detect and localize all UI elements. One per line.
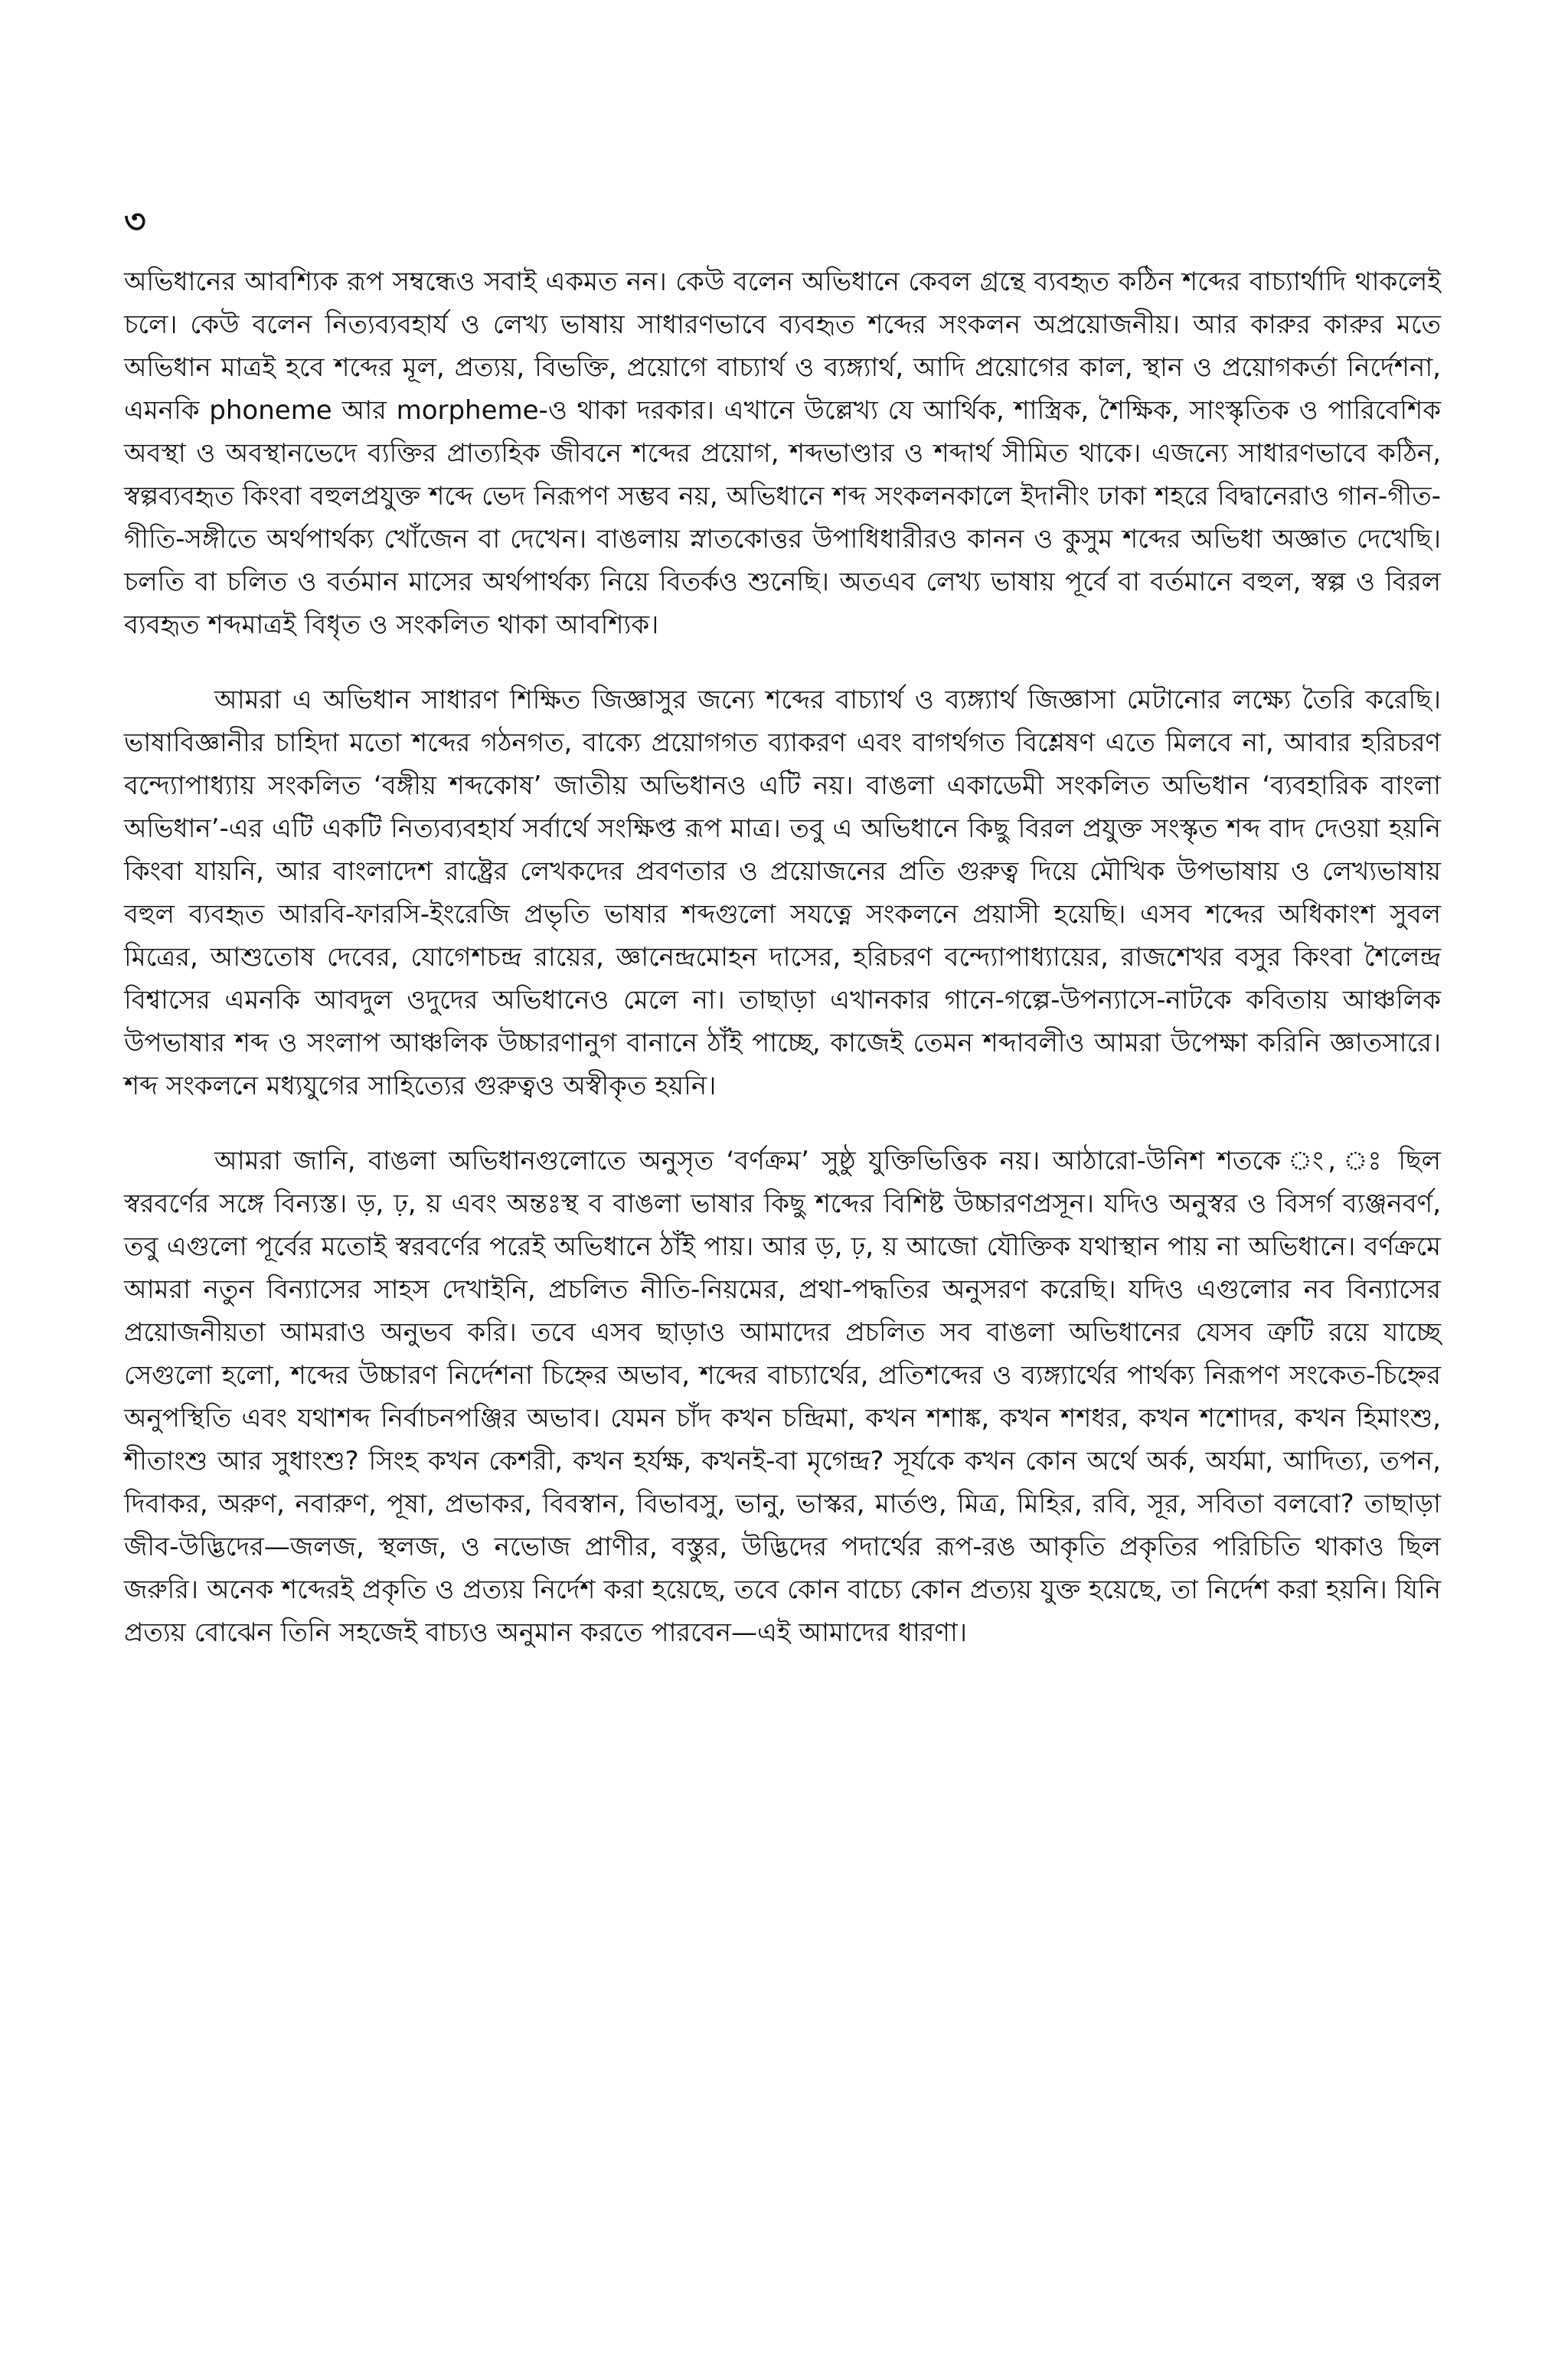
paragraph: আমরা জানি, বাঙলা অভিধানগুলোতে অনুসৃত ‘বর্ণক্রম’ সুষ্ঠু যুক্তিভিত্তিক নয়। আঠারো-উনিশ শতকে ং, ঃ ছিল স্বরবর্ণের সঙ্গে বিন্যস্ত। ড়, ঢ়, য় এবং অন্তঃস্থ ব বাঙলা ভাষার কিছু শব্দের বিশিষ্ট উচ্চারণপ্রসূন। যদিও অনুস্বর ও বিসর্গ ব্যঞ্জনবর্ণ, তবু এগুলো পূর্বের মতোই স্বরবর্ণের পরেই অভিধানে ঠাঁই পায়। আর ড়, ঢ়, য় আজো যৌক্তিক যথাস্থান পায় না অভিধানে। বর্ণক্রমে আমরা নতুন বিন্যাসের সাহস দেখাইনি, প্রচলিত নীতি-নিয়মের, প্রথা-পদ্ধতির অনুসরণ করেছি। যদিও এগুলোর নব বিন্যাসের প্রয়োজনীয়তা আমরাও অনুভব করি। তবে এসব ছাড়াও আমাদের প্রচলিত সব বাঙলা অভিধানের যেসব ত্রুটি রয়ে যাচ্ছে সেগুলো হলো, শব্দের উচ্চারণ নির্দেশনা চিহ্নের অভাব, শব্দের বাচ্যার্থের, প্রতিশব্দের ও ব্যঙ্গ্যার্থের পার্থক্য নিরূপণ সংকেত-চিহ্নের অনুপস্থিতি এবং যথাশব্দ নির্বাচনপঞ্জির অভাব। যেমন চাঁদ কখন চন্দ্রিমা, কখন শশাঙ্ক, কখন শশধর, কখন শশোদর, কখন হিমাংশু, শীতাংশু আর সুধাংশু? সিংহ কখন কেশরী, কখন হর্যক্ষ, কখনই-বা মৃগেন্দ্র? সূর্যকে কখন কোন অর্থে অর্ক, অর্যমা, আদিত্য, তপন, দিবাকর, অরুণ, নবারুণ, পূষা, প্রভাকর, বিবস্বান, বিভাবসু, ভানু, ভাস্কর, মার্তণ্ড, মিত্র, মিহির, রবি, সূর, সবিতা বলবো? তাছাড়া জীব-উদ্ভিদের—জলজ, স্থলজ, ও নভোজ প্রাণীর, বস্তুর, উদ্ভিদের পদার্থের রূপ-রঙ আকৃতি প্রকৃতির পরিচিতি থাকাও ছিল জরুরি। অনেক শব্দেরই প্রকৃতি ও প্রত্যয় নির্দেশ করা হয়েছে, তবে কোন বাচ্যে কোন প্রত্যয় যুক্ত হয়েছে, তা নির্দেশ করা হয়নি। যিনি প্রত্যয় বোঝেন তিনি সহজেই বাচ্যও অনুমান করতে পারবেন—এই আমাদের ধারণা।: [124, 1146, 1441, 1648]
page-number: ৩: [124, 202, 146, 241]
paragraph: আমরা এ অভিধান সাধারণ শিক্ষিত জিজ্ঞাসুর জন্যে শব্দের বাচ্যার্থ ও ব্যঙ্গ্যার্থ জিজ্ঞাসা মেটানোর লক্ষ্যে তৈরি করেছি। ভাষাবিজ্ঞানীর চাহিদা মতো শব্দের গঠনগত, বাক্যে প্রয়োগগত ব্যাকরণ এবং বাগর্থগত বিশ্লেষণ এতে মিলবে না, আবার হরিচরণ বন্দ্যোপাধ্যায় সংকলিত ‘বঙ্গীয় শব্দকোষ’ জাতীয় অভিধানও এটি নয়। বাঙলা একাডেমী সংকলিত অভিধান ‘ব্যবহারিক বাংলা অভিধান’-এর এটি একটি নিত্যব্যবহার্য সর্বার্থে সংক্ষিপ্ত রূপ মাত্র। তবু এ অভিধানে কিছু বিরল প্রযুক্ত সংস্কৃত শব্দ বাদ দেওয়া হয়নি কিংবা যায়নি, আর বাংলাদেশ রাষ্ট্রের লেখকদের প্রবণতার ও প্রয়োজনের প্রতি গুরুত্ব দিয়ে মৌখিক উপভাষায় ও লেখ্যভাষায় বহুল ব্যবহৃত আরবি-ফারসি-ইংরেজি প্রভৃতি ভাষার শব্দগুলো সযত্নে সংকলনে প্রয়াসী হয়েছি। এসব শব্দের অধিকাংশ সুবল মিত্রের, আশুতোষ দেবের, যোগেশচন্দ্র রায়ের, জ্ঞানেন্দ্রমোহন দাসের, হরিচরণ বন্দ্যোপাধ্যায়ের, রাজশেখর বসুর কিংবা শৈলেন্দ্র বিশ্বাসের এমনকি আবদুল ওদুদের অভিধানেও মেলে না। তাছাড়া এখানকার গানে-গল্পে-উপন্যাসে-নাটকে কবিতায় আঞ্চলিক উপভাষার শব্দ ও সংলাপ আঞ্চলিক উচ্চারণানুগ বানানে ঠাঁই পাচ্ছে, কাজেই তেমন শব্দাবলীও আমরা উপেক্ষা করিনি জ্ঞাতসারে। শব্দ সংকলনে মধ্যযুগের সাহিত্যের গুরুত্বও অস্বীকৃত হয়নি।: [124, 685, 1441, 1101]
paragraph: অভিধানের আবশ্যিক রূপ সম্বন্ধেও সবাই একমত নন। কেউ বলেন অভিধানে কেবল গ্রন্থে ব্যবহৃত কঠিন শব্দের বাচ্যার্থাদি থাকলেই চলে। কেউ বলেন নিত্যব্যবহার্য ও লেখ্য ভাষায় সাধারণভাবে ব্যবহৃত শব্দের সংকলন অপ্রয়োজনীয়। আর কারুর কারুর মতে অভিধান মাত্রই হবে শব্দের মূল, প্রত্যয়, বিভক্তি, প্রয়োগে বাচ্যার্থ ও ব্যঙ্গ্যার্থ, আদি প্রয়োগের কাল, স্থান ও প্রয়োগকর্তা নির্দেশনা, এমনকি phoneme আর morpheme-ও থাকা দরকার। এখানে উল্লেখ্য যে আর্থিক, শাস্ত্রিক, শৈক্ষিক, সাংস্কৃতিক ও পারিবেশিক অবস্থা ও অবস্থানভেদে ব্যক্তির প্রাত্যহিক জীবনে শব্দের প্রয়োগ, শব্দভাণ্ডার ও শব্দার্থ সীমিত থাকে। এজন্যে সাধারণভাবে কঠিন, স্বল্পব্যবহৃত কিংবা বহুলপ্রযুক্ত শব্দে ভেদ নিরূপণ সম্ভব নয়, অভিধানে শব্দ সংকলনকালে ইদানীং ঢাকা শহরে বিদ্বানেরাও গান-গীত-গীতি-সঙ্গীতে অর্থপার্থক্য খোঁজেন বা দেখেন। বাঙলায় স্নাতকোত্তর উপাধিধারীরও কানন ও কুসুম শব্দের অভিধা অজ্ঞাত দেখেছি। চলতি বা চলিত ও বর্তমান মাসের অর্থপার্থক্য নিয়ে বিতর্কও শুনেছি। অতএব লেখ্য ভাষায় পূর্বে বা বর্তমানে বহুল, স্বল্প ও বিরল ব্যবহৃত শব্দমাত্রই বিধৃত ও সংকলিত থাকা আবশ্যিক।: [124, 267, 1441, 640]
page-body: [124, 260, 1441, 1686]
